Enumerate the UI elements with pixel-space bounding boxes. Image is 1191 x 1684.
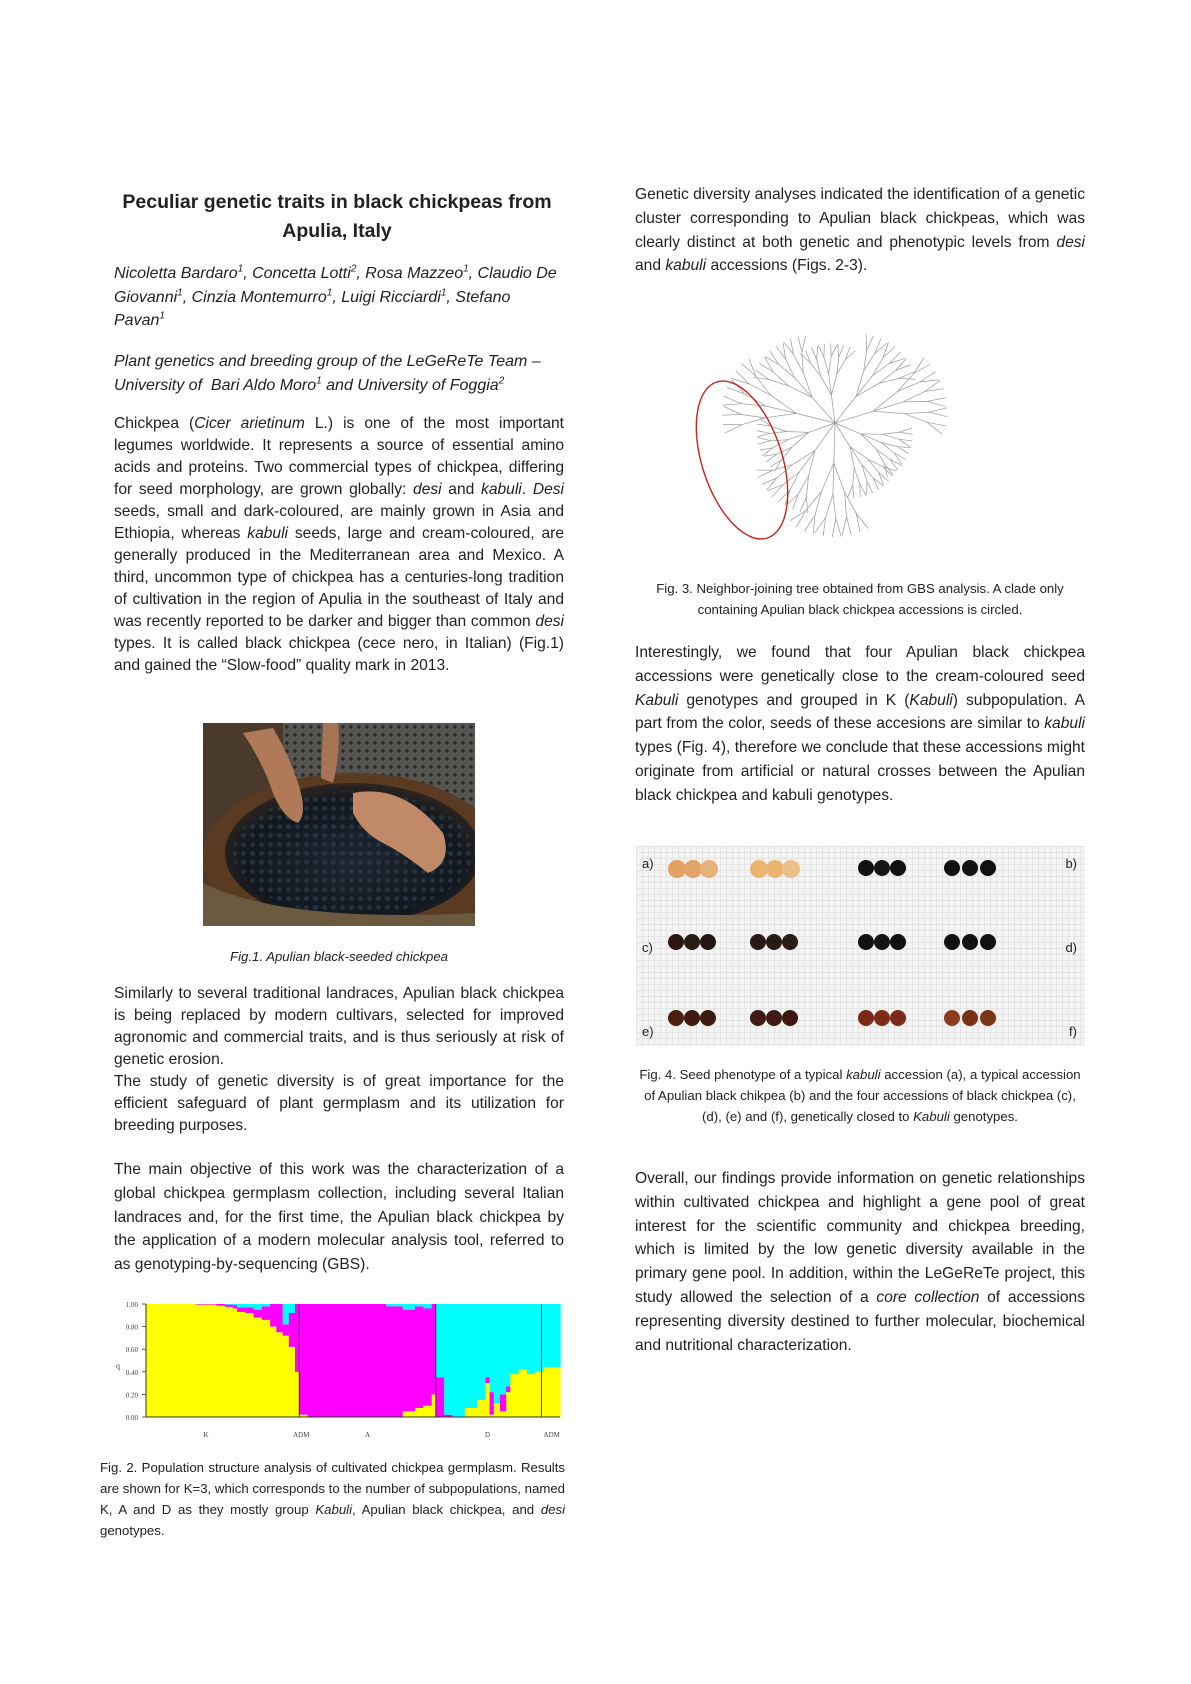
fig4-label-d: d)	[1065, 940, 1077, 955]
seed-right	[858, 860, 874, 876]
tree-branch	[853, 485, 854, 498]
tree-branch	[742, 418, 765, 425]
tree-branch	[867, 336, 874, 351]
tree-branch	[786, 359, 795, 378]
tree-branch	[723, 404, 742, 405]
fig1-photo	[203, 723, 475, 926]
seed-left	[668, 934, 684, 950]
seed-right	[858, 934, 874, 950]
q-bar-cyan	[289, 1304, 296, 1313]
q-bar-magenta	[486, 1377, 491, 1383]
tree-branch	[757, 433, 770, 437]
q-bar-yellow	[225, 1307, 234, 1417]
tree-branch	[770, 432, 787, 434]
tree-branch	[757, 431, 770, 434]
q-bar-cyan	[465, 1304, 478, 1408]
tree-branch	[722, 415, 741, 416]
tree-branch	[873, 364, 890, 376]
q-bar-magenta	[415, 1306, 424, 1408]
tree-branch	[838, 344, 839, 357]
q-bar-yellow	[403, 1411, 416, 1417]
tree-branch	[826, 494, 833, 517]
tree-branch	[766, 406, 796, 413]
tree-branch	[773, 372, 788, 386]
fig2-structure-chart	[110, 1296, 570, 1446]
q-bar-magenta	[245, 1307, 254, 1313]
tree-branch	[771, 395, 796, 413]
group-label: D	[485, 1431, 491, 1439]
y-tick-label: 0.40	[125, 1368, 138, 1377]
y-tick-label: 1.00	[125, 1301, 138, 1309]
q-bar-yellow	[535, 1372, 544, 1417]
overall-paragraph: Overall, our findings provide information on genetic relationships within cultivated chickpea and highlight a gene pool of great interest for the scientific community and chickpea breeding, which is limited by the low genetic diversity available in the primary gene pool. In addition, within the LeGeReTe project, this study allowed the selection of a core collection of accessions representing diversity destined to further molecular, biochemical and nutritional characterization.	[635, 1170, 1085, 1354]
q-bar-yellow	[146, 1304, 196, 1417]
tree-branch	[861, 434, 881, 443]
q-bar-cyan	[386, 1304, 403, 1306]
tree-branch	[771, 440, 788, 441]
tree-branch	[914, 364, 930, 374]
q-bar-cyan	[527, 1304, 536, 1374]
tree-branch	[799, 451, 815, 472]
q-bar-cyan	[444, 1304, 453, 1415]
q-bar-yellow	[196, 1305, 217, 1417]
tree-branch	[833, 494, 836, 518]
q-bar-cyan	[494, 1304, 501, 1403]
tree-branch	[811, 347, 816, 359]
fig4-label-a: a)	[642, 856, 654, 871]
seed-right	[944, 860, 960, 876]
seed-right	[874, 934, 890, 950]
tree-branch	[856, 376, 873, 397]
tree-branch	[842, 517, 846, 536]
tree-branch	[724, 396, 742, 403]
seed-right	[944, 1010, 960, 1026]
q-bar-cyan	[225, 1304, 234, 1305]
tree-branch	[765, 358, 773, 372]
tree-branch	[795, 378, 813, 398]
q-bar-magenta	[299, 1304, 308, 1415]
tree-branch	[867, 481, 873, 493]
y-tick-label: 0.00	[125, 1414, 138, 1422]
tree-branch	[829, 357, 832, 374]
tree-branch	[773, 440, 788, 448]
tree-branch	[815, 423, 835, 451]
tree-branch	[783, 472, 799, 485]
tree-branch	[802, 352, 803, 373]
tree-branch	[864, 354, 875, 371]
tree-branch	[809, 423, 835, 432]
tree-branch	[758, 441, 771, 444]
fig3-caption: Fig. 3. Neighbor-joining tree obtained from GBS analysis. A clade only containing Apulian black chickpea accessions is circled.	[656, 581, 1064, 617]
fig3-nj-tree	[690, 295, 980, 565]
q-bar-yellow	[510, 1374, 519, 1417]
tree-branch	[848, 485, 853, 497]
seed-left	[700, 934, 716, 950]
q-bar-cyan	[237, 1304, 246, 1307]
tree-branch	[741, 415, 765, 418]
q-bar-yellow	[543, 1367, 560, 1417]
tree-branch	[903, 401, 927, 402]
tree-branch	[883, 434, 899, 439]
objective-paragraph: The main objective of this work was the characterization of a global chickpea germplasm collection, including several Italian landraces and, for the first time, the Apulian black chickpea by the application of a modern molecular analysis tool, referred to as genotyping-by-sequencing (GBS).	[114, 1161, 564, 1274]
tree-branch	[821, 376, 832, 395]
diversity-paragraph: Genetic diversity analyses indicated the identification of a genetic cluster corresponding to Apulian black chickpeas, which was clearly distinct at both genetic and phenotypic levels from desi and kabuli accessions (Figs. 2-3).	[635, 186, 1085, 275]
fig4-label-f: f)	[1069, 1024, 1077, 1039]
q-bar-yellow	[477, 1400, 486, 1417]
q-bar-magenta	[270, 1304, 277, 1327]
q-bar-yellow	[245, 1313, 254, 1417]
q-bar-magenta	[500, 1394, 507, 1411]
seed-right	[962, 934, 978, 950]
seed-right	[874, 1010, 890, 1026]
y-tick-label: 0.60	[125, 1346, 138, 1355]
q-bar-cyan	[543, 1304, 560, 1367]
q-bar-yellow	[233, 1309, 238, 1418]
seed-right	[962, 1010, 978, 1026]
tree-branch	[873, 392, 897, 412]
seed-right	[980, 860, 996, 876]
seed-right	[890, 860, 906, 876]
seed-left	[700, 1010, 716, 1026]
q-bar-yellow	[500, 1411, 507, 1417]
similarly-text: Similarly to several traditional landraces, Apulian black chickpea is being replaced by modern cultivars, selected for improved agronomic and commercial traits, and is thus seriously at risk of genetic erosion.	[114, 985, 564, 1068]
seed-right	[944, 934, 960, 950]
q-bar-magenta	[506, 1387, 511, 1393]
seed-right	[890, 1010, 906, 1026]
tree-branch	[866, 334, 867, 350]
q-bar-yellow	[289, 1347, 296, 1417]
seed-left	[684, 1010, 700, 1026]
interestingly-paragraph: Interestingly, we found that four Apulian black chickpea accessions were genetically close to the cream-coloured seed Kabuli genotypes and grouped in K (Kabuli) subpopulation. A part from the color, seeds of these accesions are similar to kabuli types (Fig. 4), therefore we conclude that these accessions might originate from artificial or natural crosses between the Apulian black chickpea and kabuli genotypes.	[635, 644, 1085, 804]
q-bar-yellow	[276, 1332, 283, 1417]
group-label: K	[203, 1431, 209, 1439]
intro-paragraph: Chickpea (Cicer arietinum L.) is one of the most important legumes worldwide. It represents a source of essential amino acids and proteins. Two commercial types of chickpea, differing for seed morphology, are grown globally: desi and kabuli. Desi seeds, small and dark-coloured, are mainly grown in Asia and Ethiopia, whereas kabuli seeds, large and cream-coloured, are generally produced in the Mediterranean area and Mexico. A third, uncommon type of chickpea has a centuries-long tradition of cultivation in the region of Apulia in the southeast of Italy and was recently reported to be darker and bigger than common desi types. It is called black chickpea (cece nero, in Italian) (Fig.1) and gained the “Slow-food” quality mark in 2013.	[114, 415, 565, 674]
seed-left	[750, 1010, 766, 1026]
q-bar-magenta	[196, 1304, 217, 1305]
q-bar-yellow	[415, 1408, 424, 1417]
tree-branch	[777, 447, 792, 454]
q-bar-yellow	[262, 1320, 271, 1417]
q-bar-magenta	[283, 1324, 290, 1335]
fig4-seed-panel	[636, 846, 1085, 1046]
seed-left	[766, 934, 782, 950]
q-bar-cyan	[262, 1304, 271, 1306]
tree-branch	[792, 432, 808, 447]
seed-right	[962, 860, 978, 876]
tree-branch	[824, 357, 829, 373]
q-bar-magenta	[386, 1306, 403, 1417]
q-bar-cyan	[452, 1304, 465, 1417]
q-bar-magenta	[403, 1310, 416, 1412]
paper-title: Peculiar genetic traits in black chickpeas from Apulia, Italy	[122, 191, 552, 242]
fig1-caption: Fig.1. Apulian black-seeded chickpea	[230, 949, 448, 964]
y-axis-label: q	[116, 1361, 120, 1371]
q-bar-magenta	[289, 1313, 296, 1347]
structure-bars	[146, 1304, 561, 1417]
q-bar-yellow	[270, 1327, 277, 1417]
tree-branch	[900, 428, 913, 432]
tree-branch	[861, 434, 877, 449]
tree-branch	[929, 412, 947, 417]
tree-branch	[794, 355, 804, 373]
tree-branch	[779, 365, 795, 378]
tree-branch	[797, 510, 806, 527]
tree-branch	[868, 459, 879, 472]
tree-branch	[724, 407, 741, 415]
tree-branch	[788, 432, 809, 439]
seed-left	[750, 934, 766, 950]
seed-right	[890, 934, 906, 950]
tree-branches	[722, 334, 947, 537]
seed-left	[766, 1010, 782, 1026]
q-bar-magenta	[237, 1307, 246, 1312]
tree-branch	[769, 380, 789, 386]
q-bar-yellow	[216, 1306, 225, 1417]
tree-branch	[758, 438, 771, 441]
q-bar-cyan	[477, 1304, 486, 1400]
q-bar-yellow	[527, 1374, 536, 1417]
tree-branch	[790, 510, 806, 520]
fig4-label-c: c)	[642, 940, 653, 955]
y-tick-label: 0.80	[125, 1323, 138, 1332]
q-bar-yellow	[519, 1370, 528, 1418]
body-paragraph-2	[114, 983, 564, 1137]
tree-branch	[798, 336, 802, 352]
q-bar-cyan	[535, 1304, 544, 1372]
tree-branch	[796, 413, 835, 423]
tree-branch	[800, 497, 806, 512]
tree-branch	[836, 518, 841, 536]
q-bar-cyan	[500, 1304, 507, 1394]
q-bar-magenta	[216, 1304, 225, 1306]
seed-left	[700, 860, 718, 878]
y-tick-label: 0.20	[125, 1391, 138, 1400]
tree-branch	[834, 463, 845, 492]
q-bar-magenta	[423, 1309, 432, 1406]
tree-branch	[725, 425, 742, 433]
q-bar-yellow	[506, 1392, 511, 1417]
q-bar-magenta	[436, 1378, 445, 1418]
q-bar-magenta	[225, 1305, 234, 1307]
tree-branch	[927, 398, 946, 402]
tree-branch	[853, 468, 855, 485]
q-bar-yellow	[283, 1336, 290, 1417]
q-bar-magenta	[308, 1304, 333, 1417]
tree-branch	[903, 391, 925, 402]
q-bar-magenta	[233, 1305, 238, 1308]
tree-branch	[834, 423, 835, 463]
tree-branch	[831, 395, 835, 423]
q-bar-cyan	[486, 1304, 491, 1378]
seed-right	[858, 1010, 874, 1026]
q-bar-yellow	[465, 1408, 478, 1417]
author-list: Nicoletta Bardaro$^1$, Concetta Lotti$^2$, Rosa Mazzeo$^1$, Claudio De Giovanni$^1$, Cinzia Montemurro$^1$, Luigi Ricciardi$^1$, Stefano Pavan$^1$	[114, 263, 557, 329]
tree-branch	[876, 449, 884, 464]
q-bar-cyan	[423, 1304, 432, 1309]
q-bar-cyan	[415, 1304, 424, 1306]
tree-branch	[833, 463, 834, 494]
tree-branch	[860, 484, 867, 496]
q-bar-yellow	[423, 1406, 432, 1417]
q-bar-magenta	[262, 1306, 271, 1320]
study-text: The study of genetic diversity is of great importance for the efficient safeguard of plant germplasm and its utilization for breeding purposes.	[114, 1073, 564, 1134]
tree-branch	[817, 346, 818, 359]
seed-left	[782, 1010, 798, 1026]
q-bar-magenta	[490, 1392, 495, 1415]
tree-branch	[802, 336, 806, 352]
tree-branch	[850, 447, 868, 460]
q-bar-magenta	[276, 1304, 283, 1332]
group-label: ADM	[543, 1431, 560, 1439]
tree-branch	[873, 411, 904, 414]
tree-branch	[868, 459, 883, 467]
tree-branch	[749, 384, 771, 395]
tree-branch	[914, 358, 924, 374]
fig2-caption: Fig. 2. Population structure analysis of cultivated chickpea germplasm. Results are shown for K=3, which corresponds to the number of subpopulations, named K, A and D as they mostly group Kabuli, Apulian black chickpea, and desi genotypes.	[100, 1460, 566, 1538]
q-bar-magenta	[332, 1304, 386, 1417]
tree-branch	[864, 351, 867, 371]
q-bar-cyan	[254, 1304, 263, 1310]
tree-branch	[812, 398, 835, 423]
tree-branch	[873, 402, 903, 411]
tree-branch	[758, 470, 773, 477]
tree-branch	[897, 382, 919, 392]
tree-branch	[927, 401, 945, 406]
group-label: ADM	[293, 1431, 310, 1439]
seed-right	[980, 934, 996, 950]
seed-left	[684, 934, 700, 950]
tree-branch	[929, 408, 948, 412]
q-bar-yellow	[486, 1383, 491, 1417]
tree-branch	[770, 351, 779, 365]
tree-branch	[790, 472, 800, 490]
q-bar-cyan	[233, 1304, 238, 1305]
tree-branch	[883, 432, 900, 434]
q-bar-yellow	[494, 1403, 501, 1417]
tree-branch	[807, 497, 808, 513]
tree-branch	[899, 378, 915, 379]
q-bar-cyan	[245, 1304, 254, 1307]
tree-branch	[847, 517, 852, 535]
q-bar-cyan	[506, 1304, 511, 1387]
tree-branch	[897, 374, 914, 392]
q-bar-cyan	[490, 1304, 495, 1392]
q-bar-yellow	[254, 1318, 263, 1417]
apulian-clade-circle	[690, 370, 805, 551]
tree-branch	[829, 374, 832, 396]
tree-branch	[760, 363, 774, 372]
tree-branch	[873, 358, 883, 376]
affiliation: Plant genetics and breeding group of the LeGeReTe Team – University of Bari Aldo Moro$^1$ and University of Foggia$^2$	[114, 353, 541, 394]
tree-branch	[831, 374, 837, 395]
tree-branch	[831, 345, 837, 357]
tree-branch	[876, 449, 890, 459]
tree-branch	[835, 396, 856, 423]
tree-branch	[904, 414, 927, 423]
seed-left	[782, 934, 798, 950]
tree-branch	[832, 518, 836, 537]
tree-branch	[821, 463, 833, 492]
group-label: A	[364, 1431, 371, 1439]
q-bar-cyan	[519, 1304, 528, 1370]
fig4-label-e: e)	[642, 1024, 654, 1039]
tree-branch	[900, 432, 913, 434]
tree-branch	[854, 468, 860, 484]
q-bar-cyan	[436, 1304, 445, 1378]
seed-right	[874, 860, 890, 876]
q-bar-magenta	[254, 1310, 263, 1318]
fig4-caption: Fig. 4. Seed phenotype of a typical kabuli accession (a), a typical accession of Apulian black chikpea (b) and the four accessions of black chickpea (c), (d), (e) and (f), genetically closed to Kabuli genotypes.	[639, 1067, 1081, 1124]
tree-branch	[899, 372, 914, 379]
q-bar-cyan	[283, 1304, 290, 1324]
tree-branch	[787, 432, 809, 433]
tree-branch	[839, 345, 844, 357]
tree-branch	[835, 411, 873, 423]
q-bar-cyan	[403, 1304, 416, 1310]
seed-left	[668, 1010, 684, 1026]
tree-branch	[904, 412, 928, 414]
seed-right	[980, 1010, 996, 1026]
seed-left	[782, 860, 800, 878]
fig4-label-b: b)	[1065, 856, 1077, 871]
tree-branch	[765, 413, 796, 417]
tree-branch	[818, 345, 824, 357]
q-bar-yellow	[237, 1312, 246, 1417]
q-bar-cyan	[510, 1304, 519, 1374]
